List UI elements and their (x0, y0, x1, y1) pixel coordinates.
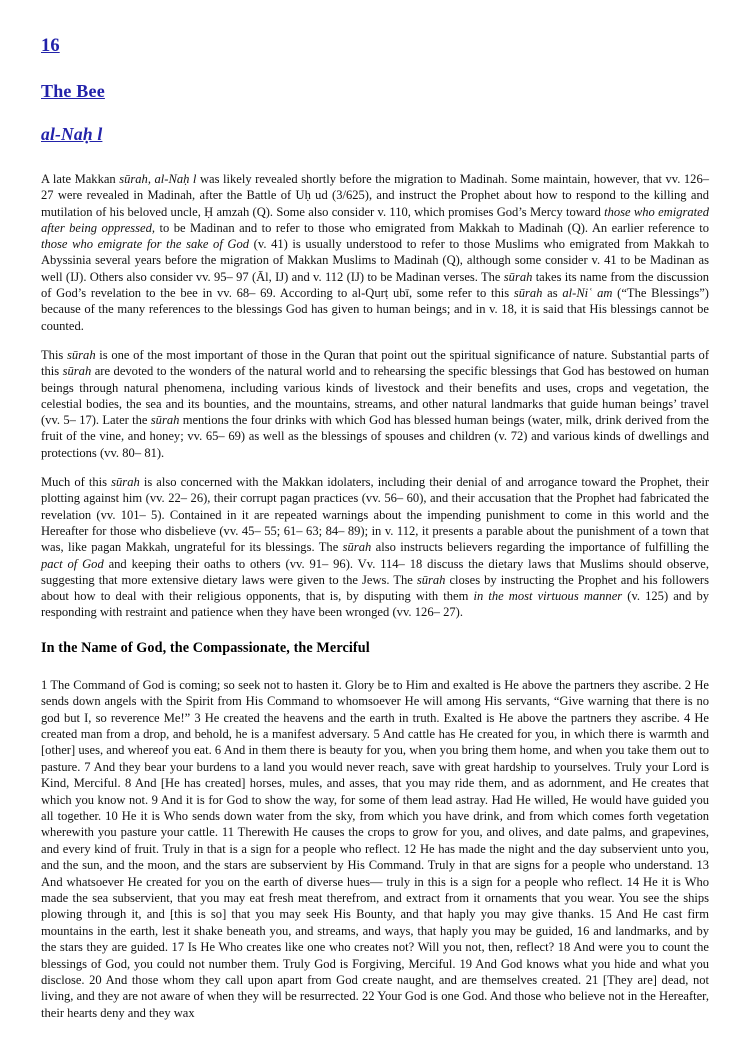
chapter-title-english: The Bee (41, 81, 105, 101)
text-segment: takes its name from the discussion of God’s revelation to the bee in vv. 68– 69. According to al-Qurṭ ubī, some refer to this (41, 269, 709, 301)
text-segment: closes by instructing the Prophet and his followers about how to deal with their religious opponents, that is, by disputing with them (41, 572, 709, 604)
italic-transliteration: sūrah, al-Naḥ l (119, 172, 197, 186)
text-segment: is also concerned with the Makkan idolaters, including their denial of and arrogance toward the Prophet, their plotting against him (vv. 22– 26), their corrupt pagan practices (vv. 56– 60), and their accusation that the Prophet had fabricated the revelation (vv. 101– 5). Contained in it are repeated warnings about the impending punishment to come in this world and the Hereafter for those who disbelieve (vv. 45– 55; 61– 63; 84– 89); in v. 112, it presents a parable about the punishment of a town that was, like pagan Makkah, ungrateful for its blessings. The (41, 475, 710, 555)
chapter-title-en-row (41, 81, 709, 124)
italic-transliteration: sūrah (503, 269, 533, 284)
italic-transliteration: sūrah (150, 413, 180, 428)
text-segment: This (41, 347, 68, 362)
intro-paragraph-3 (41, 474, 709, 621)
intro-paragraph-1 (41, 171, 709, 334)
text-segment: (“The Blessings”) because of the many references to the blessings God has given to human beings; and in v. 18, it is said that His blessings cannot be counted. (41, 286, 709, 333)
italic-quote: in the most virtuous manner (473, 589, 623, 604)
italic-transliteration: sūrah (111, 475, 140, 490)
text-segment: are devoted to the wonders of the natural world and to rehearsing the specific blessings that God has bestowed on human beings through natural phenomena, including various kinds of livestock and their benefits and uses, crops and vegetation, the celestial bodies, the sea and its bounties, and the mountains, streams, and other natural landmarks that guide human beings’ travel (vv. 5– 17). Later the (41, 364, 709, 428)
italic-quote: those who emigrated after being oppressed, (41, 204, 709, 235)
italic-transliteration: sūrah (67, 347, 96, 362)
intro-paragraph-2 (41, 347, 709, 461)
text-segment: is one of the most important of those in the Quran that point out the spiritual significance of nature. Substantial parts of this (41, 347, 710, 379)
text-segment: and keeping their oaths to others (vv. 91– 96). Vv. 114– 18 discuss the dietary laws that Muslims should observe, suggesting that more extensive dietary laws were given to the Jews. The (41, 556, 709, 587)
introduction-section (41, 171, 709, 621)
basmala-heading: In the Name of God, the Compassionate, the Merciful (41, 639, 370, 656)
chapter-title-ar-row (41, 124, 709, 169)
italic-quote: pact of God (41, 556, 104, 571)
text-segment: to be Madinan and to refer to those who emigrated from Makkah to Madinah (Q). An earlier reference to (155, 220, 709, 235)
text-segment: (v. 125) and by responding with restraint and patience when they have been wronged (vv. 126– 27). (41, 589, 710, 620)
italic-transliteration: al-Niʿ am (562, 286, 613, 301)
text-segment: (v. 41) is usually understood to refer to those Muslims who emigrated from Makkah to Abyssinia several years before the migration of Makkan Muslims to Madinah (Q), although some consider v. 41 to be Madinan as well (IJ). Others also consider vv. 95– 97 (Āl, IJ) and v. 112 (IJ) to be Madinan verses. The (41, 237, 709, 284)
verse-text-block: 1 The Command of God is coming; so seek not to hasten it. Glory be to Him and exalted is He above the partners they ascribe. 2 He sends down angels with the Spirit from His Command to whomsoever He will among His servants, “Give warning that there is no god but I, so reverence Me!” 3 He created the heavens and the earth in truth. Exalted is He above the partners they ascribe. 4 He created man from a drop, and behold, he is a manifest adversary. 5 And cattle has He created for you, in which there is warmth and [other] uses, and whereof you eat. 6 And in them there is beauty for you, when you bring them home, and when you take them out to pasture. 7 And they bear your burdens to a land you would never reach, save with great hardship to yourselves. Truly your Lord is Kind, Merciful. 8 And [He has created] horses, mules, and asses, that you may ride them, and as adornment, and He creates that which you know not. 9 And it is for God to show the way, for some of them lead astray. Had He willed, He would have guided you all together. 10 He it is Who sends down water from the sky, from which you have drink, and from which comes forth vegetation wherewith you pasture your cattle. 11 Therewith He causes the crops to grow for you, and olives, and date palms, and grapevines, and every kind of fruit. Truly in that is a sign for a people who reflect. 12 He has made the night and the day subservient unto you, and the sun, and the moon, and the stars are subservient by His Command. Truly in that are signs for a people who understand. 13 And whatsoever He created for you on the earth of diverse hues— truly in this is a sign for a people who reflect. 14 He it is Who made the sea subservient, that you may eat fresh meat therefrom, and extract from it ornaments that you wear. You see the ships plowing through it, and [this is so] that you may seek His Bounty, and that haply you may give thanks. 15 And He cast firm mountains in the earth, lest it shake beneath you, and streams, and ways, that haply you may be guided, 16 and landmarks, and by the stars they are guided. 17 Is He Who creates like one who creates not? Will you not, then, reflect? 18 And were you to count the blessings of God, you could not number them. Truly God is Forgiving, Merciful. 19 And God knows what you hide and what you disclose. 20 And those whom they call upon apart from God create naught, and are themselves created. 21 [They are] dead, not living, and they are not aware of when they will be resurrected. 22 Your God is one God. And those who believe not in the Hereafter, their hearts deny and they wax (41, 677, 709, 1020)
italic-transliteration: sūrah (513, 286, 543, 301)
italic-transliteration: sūrah (342, 540, 372, 555)
text-segment: A late Makkan (41, 172, 120, 186)
chapter-title-transliteration: al-Naḥ l (41, 124, 103, 144)
text-segment: as (542, 286, 563, 301)
text-segment: also instructs believers regarding the importance of fulfilling the (371, 540, 709, 555)
italic-quote: those who emigrate for the sake of God (41, 237, 250, 252)
text-segment: was likely revealed shortly before the migration to Madinah. Some maintain, however, that vv. 126– 27 were revealed in Madinah, after the Battle of Uḥ ud (3/625), and instruct the Prophet about how to respond to the killing and mutilation of his beloved uncle, Ḥ amzah (Q). Some also consider v. 110, which promises God’s Mercy toward (41, 172, 709, 219)
text-segment: Much of this (41, 475, 112, 490)
chapter-number-row (41, 36, 709, 81)
chapter-number: 16 (41, 36, 60, 56)
text-segment: mentions the four drinks with which God has blessed human beings (water, milk, drink derived from the fruit of the vine, and honey; vv. 65– 69) as well as the blessings of spouses and children (v. 72) and various kinds of dwellings and protections (vv. 80– 81). (41, 413, 709, 460)
italic-transliteration: sūrah (416, 572, 446, 587)
italic-transliteration: sūrah (62, 364, 92, 379)
